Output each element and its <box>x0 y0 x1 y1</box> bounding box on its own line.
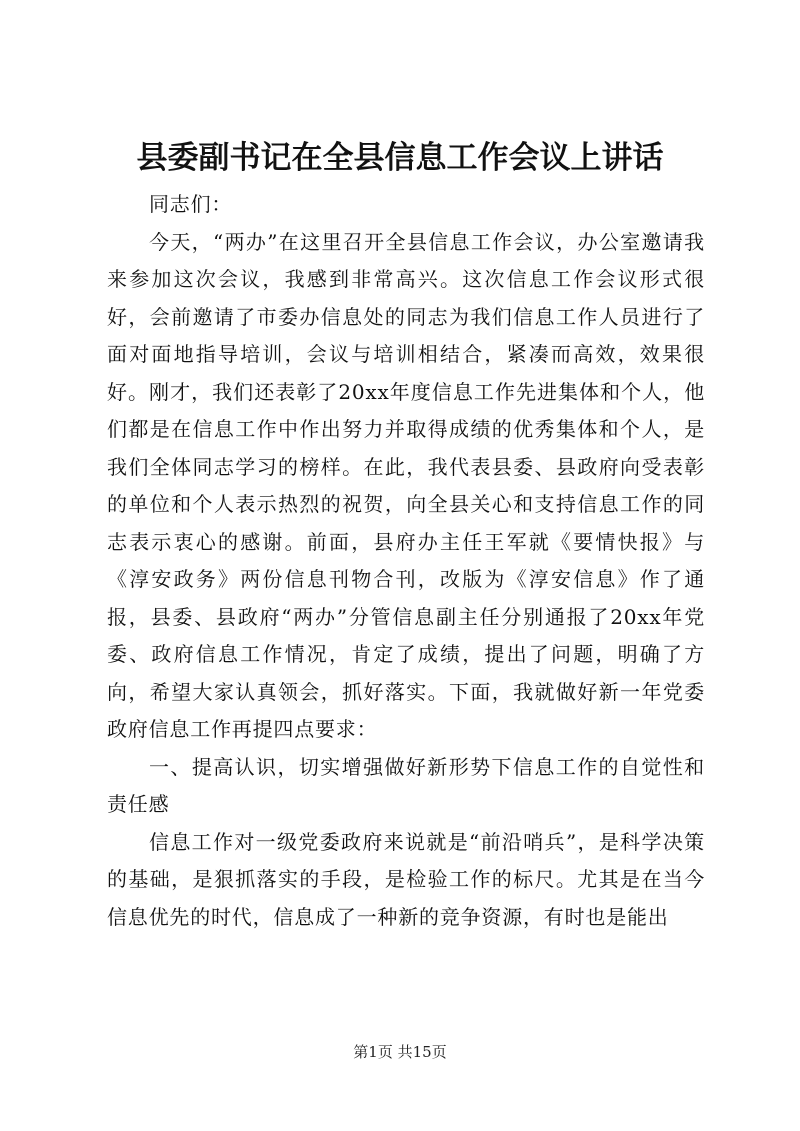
paragraph-intro: 今天，“两办”在这里召开全县信息工作会议，办公室邀请我来参加这次会议，我感到非常高兴。这次信息工作会议形式很好，会前邀请了市委办信息处的同志为我们信息工作人员进行了面对面地指导培训，会议与培训相结合，紧凑而高效，效果很好。刚才，我们还表彰了20xx年度信息工作先进集体和个人，他们都是在信息工作中作出努力并取得成绩的优秀集体和个人，是我们全体同志学习的榜样。在此，我代表县委、县政府向受表彰的单位和个人表示热烈的祝贺，向全县关心和支持信息工作的同志表示衷心的感谢。前面，县府办主任王军就《要情快报》与《淳安政务》两份信息刊物合刊，改版为《淳安信息》作了通报，县委、县政府“两办”分管信息副主任分别通报了20xx年党委、政府信息工作情况，肯定了成绩，提出了问题，明确了方向，希望大家认真领会，抓好落实。下面，我就做好新一年党委政府信息工作再提四点要求： <box>107 229 705 741</box>
section-heading-one: 一、提高认识，切实增强做好新形势下信息工作的自觉性和责任感 <box>107 754 705 816</box>
salutation: 同志们： <box>149 192 233 216</box>
paragraph-section-one: 信息工作对一级党委政府来说就是“前沿哨兵”，是科学决策的基础，是狠抓落实的手段，是检验工作的标尺。尤其是在当今信息优先的时代，信息成了一种新的竞争资源，有时也是能出 <box>107 829 705 929</box>
document-body <box>107 186 705 936</box>
page-number-footer: 第1页 共15页 <box>353 1043 447 1061</box>
document-title: 县委副书记在全县信息工作会议上讲话 <box>136 140 664 176</box>
